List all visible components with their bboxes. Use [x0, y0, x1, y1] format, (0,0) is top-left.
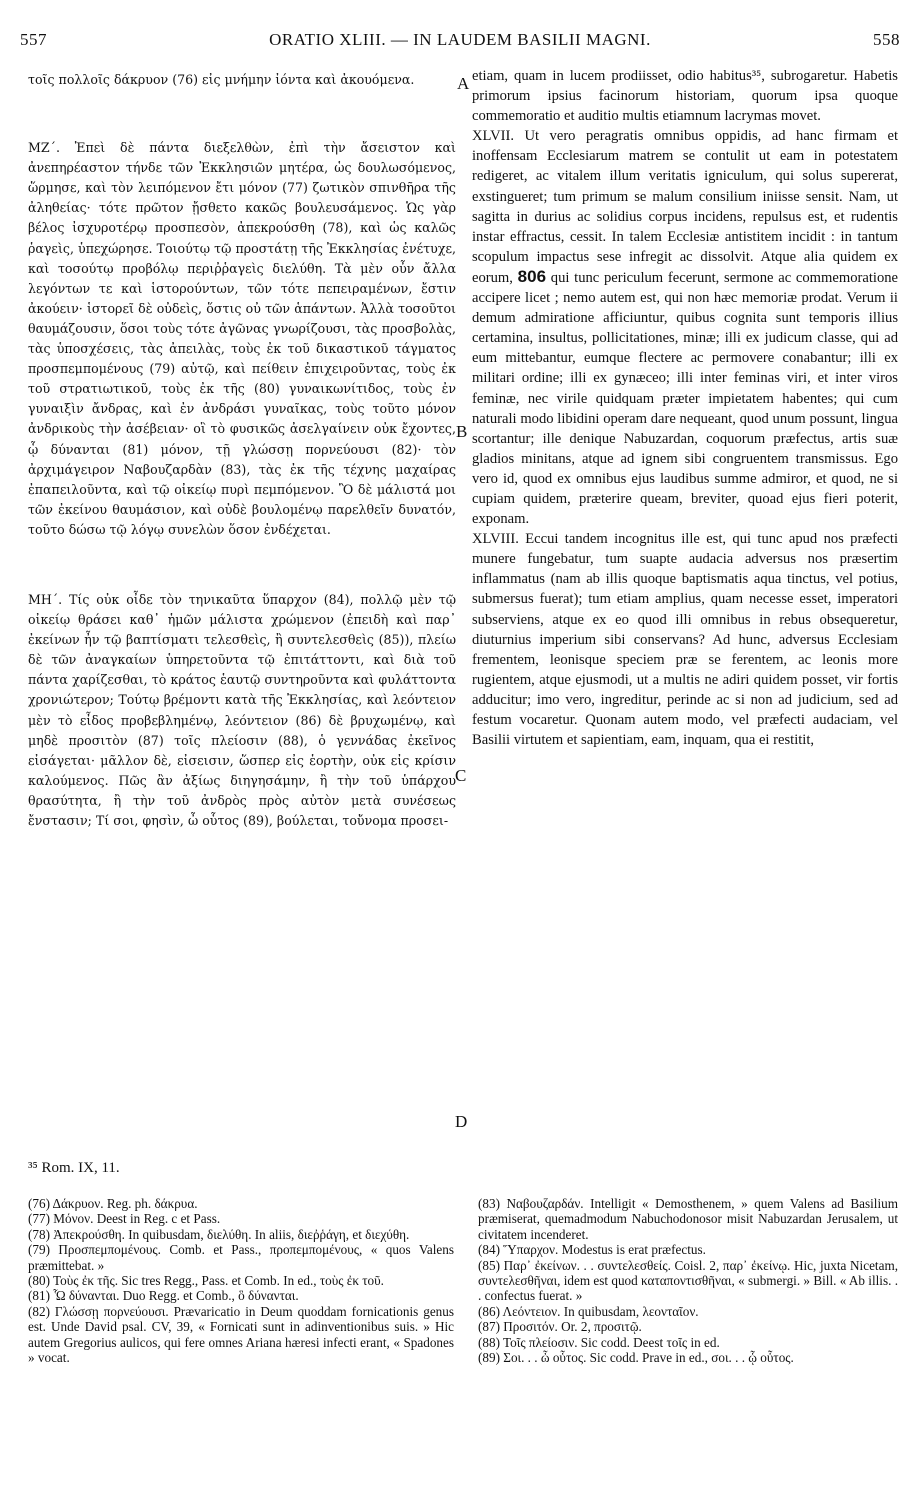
- latin-paragraph-0: etiam, quam in lucem prodiisset, odio habitus³⁵, subrogaretur. Habetis primorum ipsius facinorum historiam, quorum ipsa quoque commemoratio et auditio multis etiamnum lacrymas movet.: [472, 68, 898, 125]
- footnote: (78) Ἀπεκρούσθη. In quibusdam, διελύθη. In aliis, διεῤῥάγη, et διεχύθη.: [28, 1226, 410, 1242]
- column-number: 806: [517, 266, 547, 286]
- footnotes-left: [28, 1196, 454, 1365]
- scripture-reference: ³⁵ Rom. IX, 11.: [28, 1160, 120, 1176]
- greek-column: [28, 70, 456, 831]
- latin-column: [472, 66, 898, 750]
- greek-paragraph-0: τοῖς πολλοῖς δάκρυον (76) εἰς μνήμην ἰόντα καὶ ἀκουόμενα.: [28, 72, 415, 87]
- page-number-right: 558: [873, 30, 900, 49]
- footnote: (85) Παρ᾽ ἐκείνων. . . συντελεσθείς. Coisl. 2, παρ᾽ ἐκείνῳ. Hic, juxta Nicetam, συντελεσθῆναι, idem est quod καταποντισθῆναι, « submergi. » Bill. « Ab illis. . . confectus fuerat. »: [478, 1257, 898, 1304]
- footnote: (80) Τοὺς ἐκ τῆς. Sic tres Regg., Pass. et Comb. In ed., τοὺς ἐκ τοῦ.: [28, 1273, 384, 1289]
- latin-paragraph-47: [472, 126, 898, 529]
- greek-paragraph-48: ΜΗ΄. Τίς οὐκ οἶδε τὸν τηνικαῦτα ὕπαρχον (84), πολλῷ μὲν τῷ οἰκείῳ θράσει καθ᾽ ἡμῶν μάλιστα χρώμενον (ἐπειδὴ καὶ παρ᾽ ἐκείνων ἦν τῷ βαπτίσματι τελεσθεὶς, ἢ συντελεσθεὶς (85)), πλείω δὲ τῶν ἀναγκαίων ὑπηρετοῦντα τῷ ἐπιτάττοντι, καὶ διὰ τοῦ πάντα χαρίζεσθαι, τὸ κράτος ἑαυτῷ συντηροῦντα καὶ φυλάττοντα χρονιώτερον; Τούτῳ βρέμοντι κατὰ τῆς Ἐκκλησίας, καὶ λεόντειον μὲν τὸ εἶδος προβεβλημένῳ, λεόντειον (86) δὲ βρυχωμένῳ, καὶ μηδὲ προσιτὸν (87) τοῖς πλείοσιν (88), ὁ γεννάδας ἐκεῖνος εἰσάγεται· μᾶλλον δὲ, εἰσεισιν, ὥσπερ εἰς ἑορτὴν, οὐκ εἰς κρίσιν καλούμενος. Πῶς ἂν ἀξίως διηγησάμην, ἢ τὴν τοῦ ὑπάρχου θρασύτητα, ἢ τὴν τοῦ ἀνδρὸς πρὸς αὐτὸν μετὰ συνέσεως ἔνστασιν; Τί σοι, φησὶν, ὦ οὗτος (89), βούλεται, τοὔνομα προσει-: [28, 591, 456, 828]
- footnote: (79) Προσπεμπομένους. Comb. et Pass., προπεμπομένους, « quos Valens præmittebat. »: [28, 1242, 454, 1273]
- margin-marker-b: B: [456, 422, 468, 441]
- greek-paragraph-47: ΜΖ΄. Ἐπεὶ δὲ πάντα διεξελθὼν, ἐπὶ τὴν ἄσειστον καὶ ἀνεπηρέαστον τήνδε τῶν Ἐκκλησιῶν μητέρα, ὡς δουλωσόμενος, ὥρμησε, καὶ τὸν λειπόμενον ἔτι μόνον (77) ζωτικὸν σπινθῆρα τῆς ἀληθείας· τότε πρῶτον ᾔσθετο κακῶς βουλευσάμενος. Ὡς γὰρ βέλος ἰσχυροτέρῳ προσπεσὸν, ἀπεκρούσθη (78), καὶ ὡς καλῶς ῥαγεὶς, ὑπεχώρησε. Τοιούτῳ τῷ προστάτῃ τῆς Ἐκκλησίας ἐνέτυχε, καὶ τοσούτῳ προβόλῳ περιῤῥαγεὶς διελύθη. Τὰ μὲν οὖν ἄλλα λεγόντων τε καὶ ἱστορούντων, τῶν τότε πεπειραμένων, ἔστιν ἀκούειν· ἱστορεῖ δὲ οὐδεὶς, ὅστις οὐ τῶν ἁπάντων. Ἀλλὰ τοσοῦτοι θαυμάζουσιν, ὅσοι τοὺς τότε ἀγῶνας γνωρίζουσι, τὰς προσβολὰς, τὰς ὑποσχέσεις, τὰς ἀπειλὰς, τοὺς ἐκ τοῦ δικαστικοῦ τάγματος προσπεμπομένους (79) αὐτῷ, καὶ πείθειν ἐπιχειροῦντας, τοὺς ἐκ τοῦ στρατιωτικοῦ, τοὺς ἐκ τῆς (80) γυναικωνίτιδος, τοὺς ἐν γυναιξὶν ἄνδρας, καὶ ἐν ἀνδράσι γυναῖκας, τοὺς τοῦτο μόνον ἀνδρικοὺς τὴν ἀσέβειαν· οἳ τὸ φυσικῶς ἀσελγαίνειν οὐκ ἔχοντες, ᾧ δύνανται (81) μόνον, τῇ γλώσσῃ πορνεύουσι (82)· τὸν ἀρχιμάγειρον Ναβουζαρδὰν (83), τὰς ἐκ τῆς τέχνης μαχαίρας ἐπαπειλοῦντα, καὶ τῷ οἰκείῳ πυρὶ πεμπόμενον. Ὃ δὲ μάλιστά μοι τῶν ἐκείνου θαυμάσιον, καὶ οὐδὲ βουλομένῳ παρελθεῖν δυνατόν, τοῦτο δώσω τῷ λόγῳ συνελὼν ὅσον ἐνδέχεται.: [28, 140, 456, 537]
- margin-marker-a: A: [457, 74, 470, 93]
- footnote: (82) Γλώσσῃ πορνεύουσι. Prævaricatio in Deum quoddam fornicationis genus est. Unde David psal. CV, 39, « Fornicati sunt in adinventionibus suis. » Hic autem Gregorius aulicos, qui fere omnes Ariana hæresi infecti erant, « Spadones » vocat.: [28, 1303, 454, 1366]
- latin-paragraph-48: XLVIII. Eccui tandem incognitus ille est, qui tunc apud nos præfecti munere fungebatur, tum suapte audacia adversus nos præsertim inflammatus (nam ab illis quoque baptismatis aqua tinctus, vel potius, submersus fuerat); tum etiam amplius, quam necesse esset, imperatori subserviens, atque ex eo quod illi omnibus in rebus obsequeretur, diuturnius imperium sibi conservans? Ad hunc, adversus Ecclesiam frementem, leonisque speciem præ se ferentem, ac leonis more rugientem, atque ejusmodi, ut a multis ne adiri quidem posset, vir fortis adducitur; imo vero, ingreditur, perinde ac si non ad judicium, sed ad festum vocaretur. Quonam autem modo, vel præfecti audaciam, vel Basilii virtutem et sapientiam, eam, inquam, qua ei restitit,: [472, 531, 898, 749]
- footnote: (84) Ὕπαρχον. Modestus is erat præfectus.: [478, 1242, 706, 1258]
- footnote: (76) Δάκρυον. Reg. ph. δάκρυα.: [28, 1196, 198, 1211]
- footnote: (81) Ὧ δύνανται. Duo Regg. et Comb., ὃ δύνανται.: [28, 1288, 299, 1304]
- margin-marker-d: D: [455, 1112, 468, 1131]
- footnote: (77) Μόνον. Deest in Reg. c et Pass.: [28, 1211, 221, 1227]
- running-title: ORATIO XLIII. — IN LAUDEM BASILII MAGNI.: [269, 30, 651, 49]
- margin-marker-c: C: [455, 766, 467, 785]
- page-header: [20, 30, 900, 56]
- footnote: (89) Σοι. . . ὦ οὗτος. Sic codd. Prave in ed., σοι. . . ᾧ οὗτος.: [478, 1350, 794, 1366]
- latin-paragraph-47-part-a: XLVII. Ut vero peragratis omnibus oppidis, ad hanc firmam et inoffensam Ecclesiarum matrem se contulit ut eam in potestatem redigeret, ac vitalem illum veritatis igniculum, qui solus supererat, exstingueret; tum primum se malum consilium iniisse sensit. Nam, ut sagitta in durius ac solidius corpus incidens, repulsus est, et rudentis instar effractus, cessit. In talem Ecclesiæ antistitem incidit : in tantum scopulum impactus sese infregit ac dissolvit. Atque alia quidem ex eorum,: [472, 128, 898, 286]
- footnote: (87) Προσιτόν. Or. 2, προσιτῷ.: [478, 1319, 642, 1335]
- footnote: (88) Τοῖς πλείοσιν. Sic codd. Deest τοῖς in ed.: [478, 1334, 720, 1350]
- footnote: (83) Ναβουζαρδάν. Intelligit « Demosthenem, » quem Valens ad Basilium præmiserat, quemadmodum Nabuchodonosor misit Nabuzardan Jerusalem, ut civitatem incenderet.: [478, 1196, 898, 1242]
- page-number-left: 557: [20, 30, 47, 49]
- latin-paragraph-47-part-b: qui tunc periculum fecerunt, sermone ac commemoratione accipere licet ; nemo autem est, qui non hæc memoriæ prodat. Verum ii demum admiratione afficiuntur, quibus cognita sunt temporis illius certamina, insultus, pollicitationes, minæ; illi ex judicum classe, qui ad eum mittebantur, eumque flectere ac permovere conabantur; illi ex militari ordine; illi ex gynæceo; illi inter feminas viri, et inter viros feminæ, nec virile quidquam præter impietatem habentes; qui cum naturali modo libidini operam dare nequeant, quod unum possunt, lingua scortantur; ille denique Nabuzardan, coquorum præfectus, artis suæ gladios minitans, atque ad ignem sibi congruentem transmissus. Ego vero id, quod ex omnibus ejus laudibus summe admiror, et quod, ne si cupiam quidem, præterire queam, breviter, quoad ejus fieri poterit, exponam.: [472, 269, 899, 528]
- footnotes-right: [478, 1196, 898, 1365]
- footnote: (86) Λεόντειον. In quibusdam, λεονταῖον.: [478, 1303, 699, 1319]
